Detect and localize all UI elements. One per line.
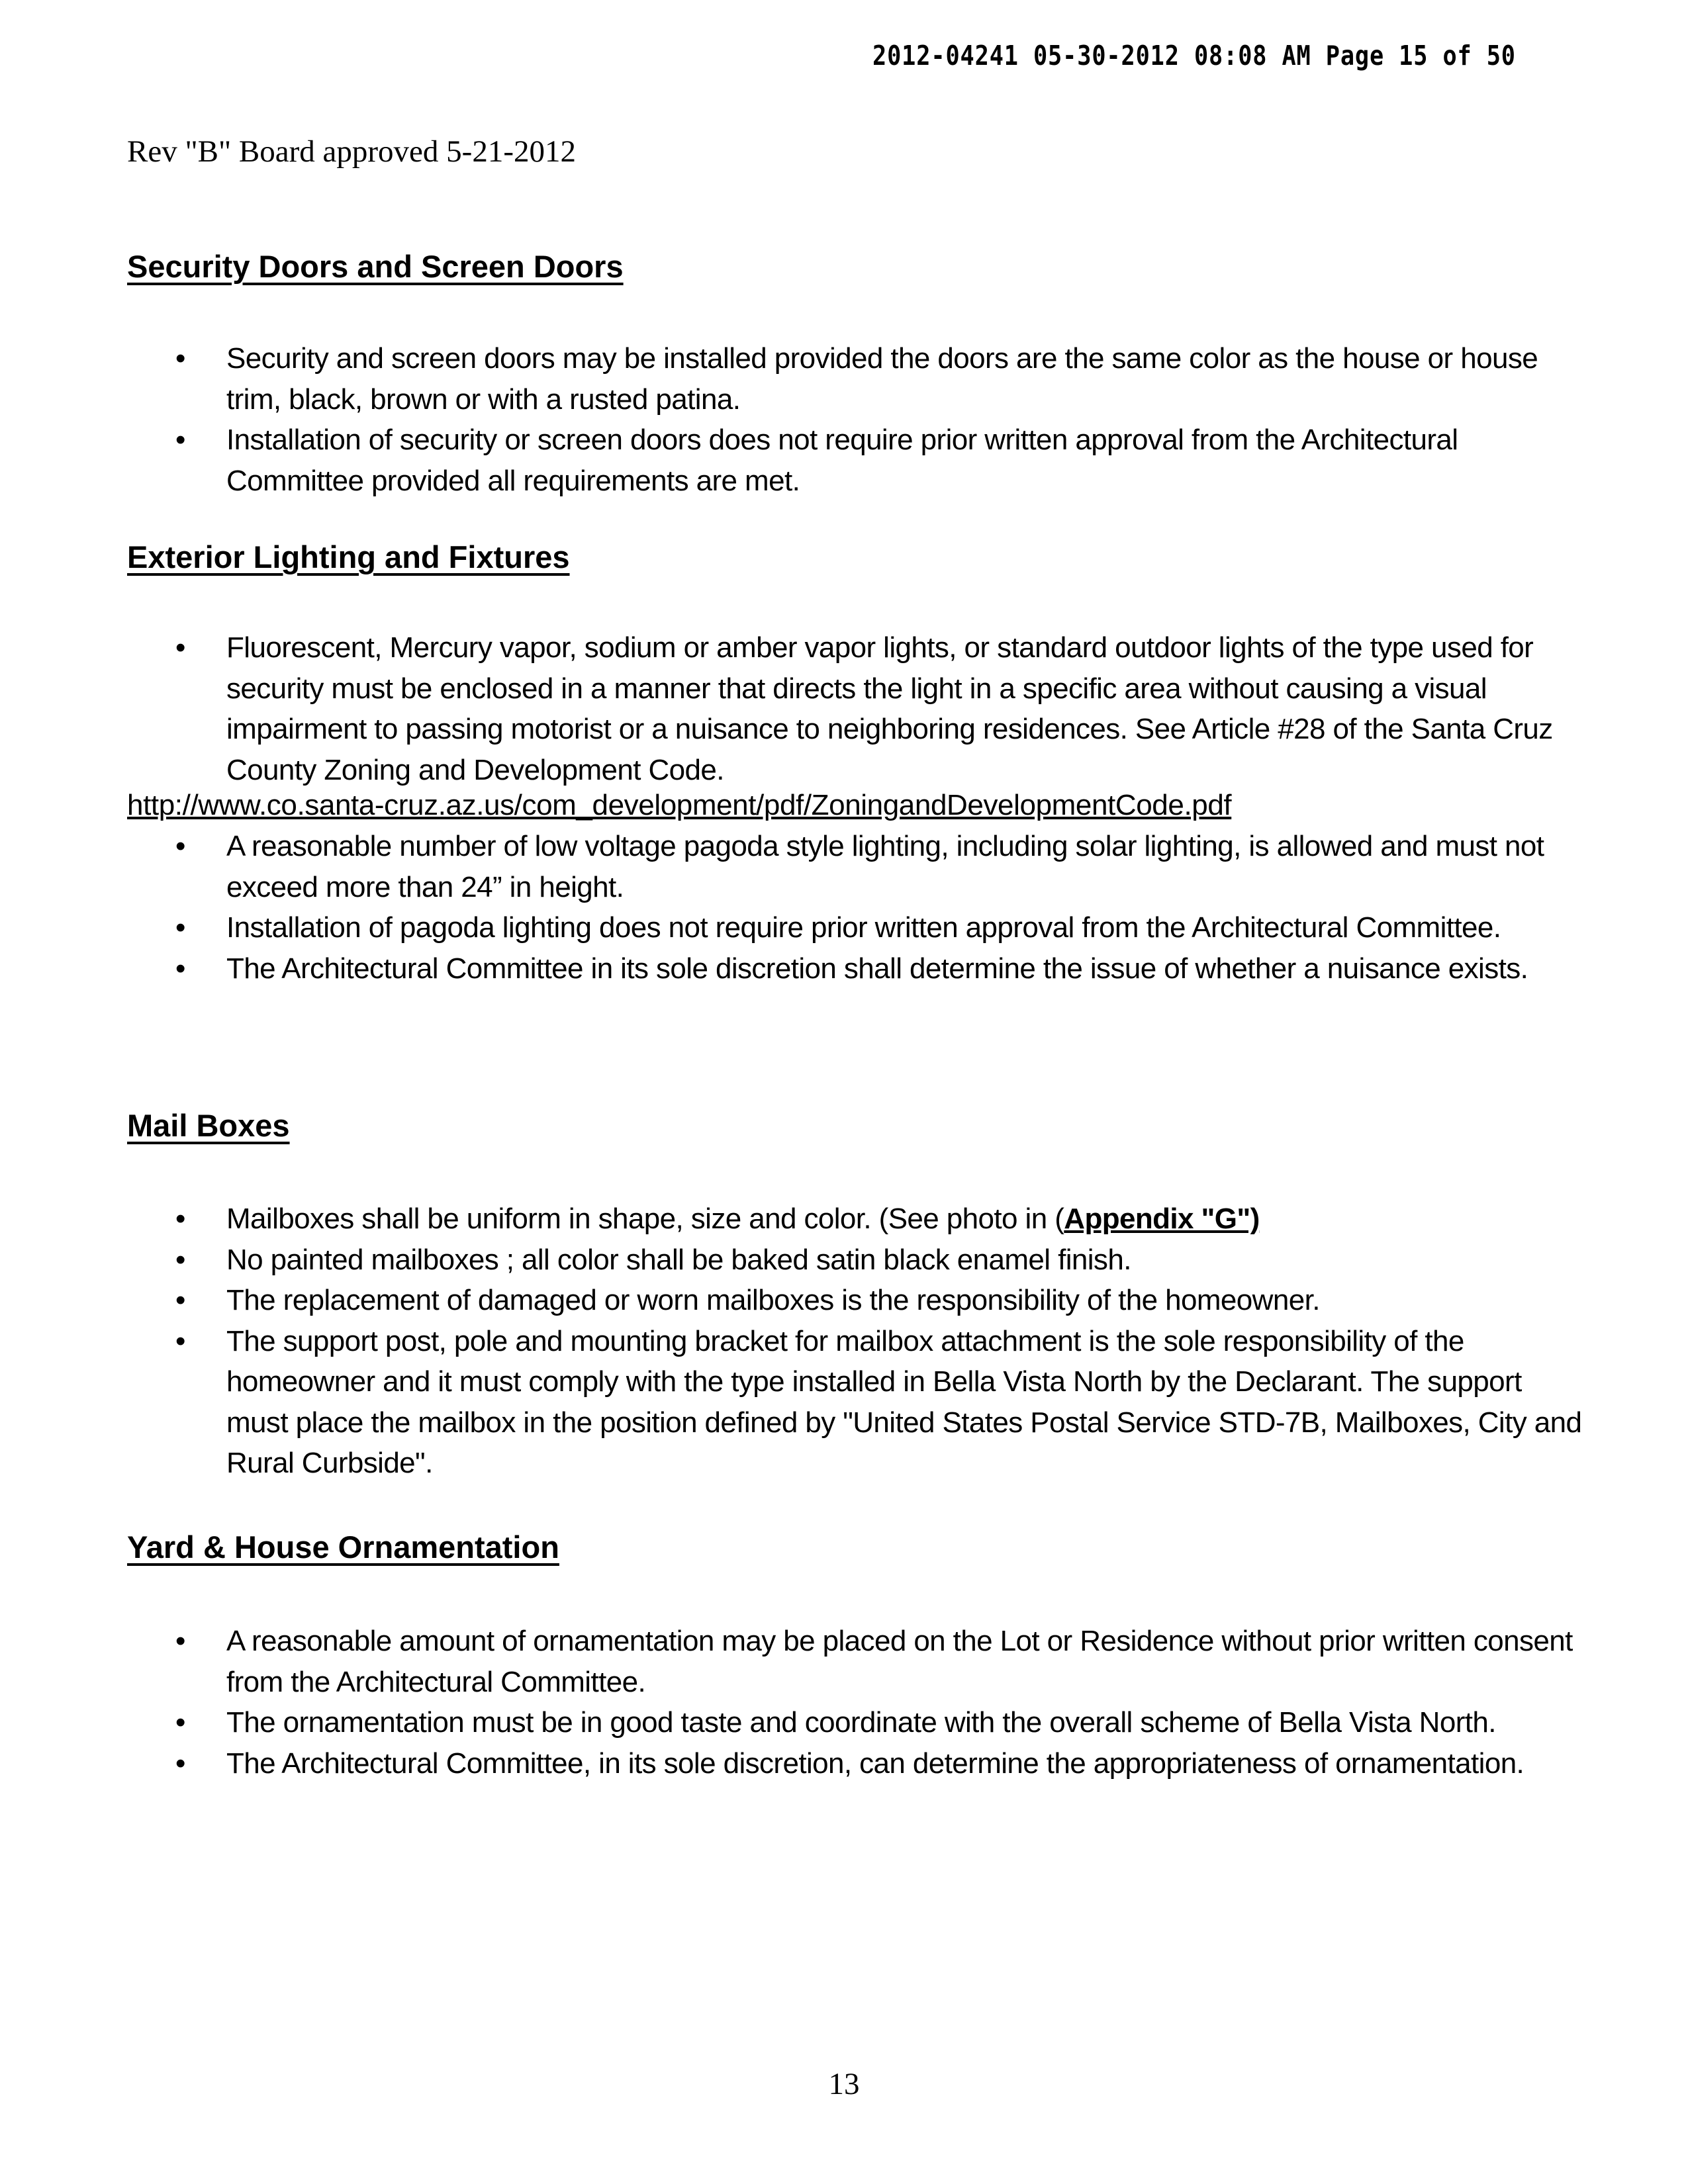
list-item: • The support post, pole and mounting bracket for mailbox attachment is the sole responsibility of the homeowner and it must comply with the type installed in Bella Vista North by the Declarant. The support must place the mailbox in the position defined by "United States Postal Service STD-7B, Mailboxes, City and Rural Curbside". bbox=[0, 1321, 1688, 1484]
list-item: • Security and screen doors may be installed provided the doors are the same color as the house or house trim, black, brown or with a rusted patina. bbox=[0, 338, 1688, 420]
list-item: • A reasonable amount of ornamentation may be placed on the Lot or Residence without prior written consent from the Architectural Committee. bbox=[0, 1621, 1688, 1702]
list-item: • A reasonable number of low voltage pagoda style lighting, including solar lighting, is allowed and must not exceed more than 24” in height. bbox=[0, 826, 1688, 907]
ornamentation-list bbox=[0, 1621, 1688, 1784]
fax-header-stamp: 2012-04241 05-30-2012 08:08 AM Page 15 of 50 bbox=[872, 40, 1516, 71]
list-item: • Fluorescent, Mercury vapor, sodium or amber vapor lights, or standard outdoor lights of the type used for security must be enclosed in a manner that directs the light in a specific area without causing a visual impairment to passing motorist or a nuisance to neighboring residences. See Article #28 of the Santa Cruz County Zoning and Development Code. bbox=[0, 627, 1688, 790]
page-number: 13 bbox=[828, 2067, 860, 2101]
list-item: • The Architectural Committee, in its sole discretion, can determine the appropriateness of ornamentation. bbox=[0, 1743, 1688, 1784]
section-heading-yard-house-ornamentation: Yard & House Ornamentation bbox=[127, 1529, 559, 1565]
section-heading-exterior-lighting: Exterior Lighting and Fixtures bbox=[127, 539, 570, 574]
list-item bbox=[0, 1199, 1688, 1240]
section-heading-security-doors: Security Doors and Screen Doors bbox=[127, 249, 624, 284]
list-item: • The ornamentation must be in good taste and coordinate with the overall scheme of Bella Vista North. bbox=[0, 1702, 1688, 1743]
exterior-lighting-list bbox=[0, 627, 1688, 790]
appendix-g-link[interactable]: Appendix "G") bbox=[1064, 1203, 1260, 1235]
list-item: • The Architectural Committee in its sole discretion shall determine the issue of whether a nuisance exists. bbox=[0, 948, 1688, 989]
security-doors-list bbox=[0, 338, 1688, 501]
revision-note: Rev "B" Board approved 5-21-2012 bbox=[127, 134, 576, 169]
list-item: • Installation of security or screen doors does not require prior written approval from the Architectural Committee provided all requirements are met. bbox=[0, 420, 1688, 501]
list-item-text: Mailboxes shall be uniform in shape, size and color. (See photo in ( bbox=[226, 1203, 1064, 1235]
mail-boxes-list bbox=[0, 1199, 1688, 1484]
list-item: • The replacement of damaged or worn mailboxes is the responsibility of the homeowner. bbox=[0, 1280, 1688, 1321]
section-heading-mail-boxes: Mail Boxes bbox=[127, 1108, 290, 1143]
zoning-code-link[interactable]: http://www.co.santa-cruz.az.us/com_development/pdf/ZoningandDevelopmentCode.pdf bbox=[127, 789, 1232, 821]
list-item: • Installation of pagoda lighting does not require prior written approval from the Architectural Committee. bbox=[0, 907, 1688, 948]
exterior-lighting-list-continued bbox=[0, 826, 1688, 989]
list-item: • No painted mailboxes ; all color shall be baked satin black enamel finish. bbox=[0, 1240, 1688, 1281]
